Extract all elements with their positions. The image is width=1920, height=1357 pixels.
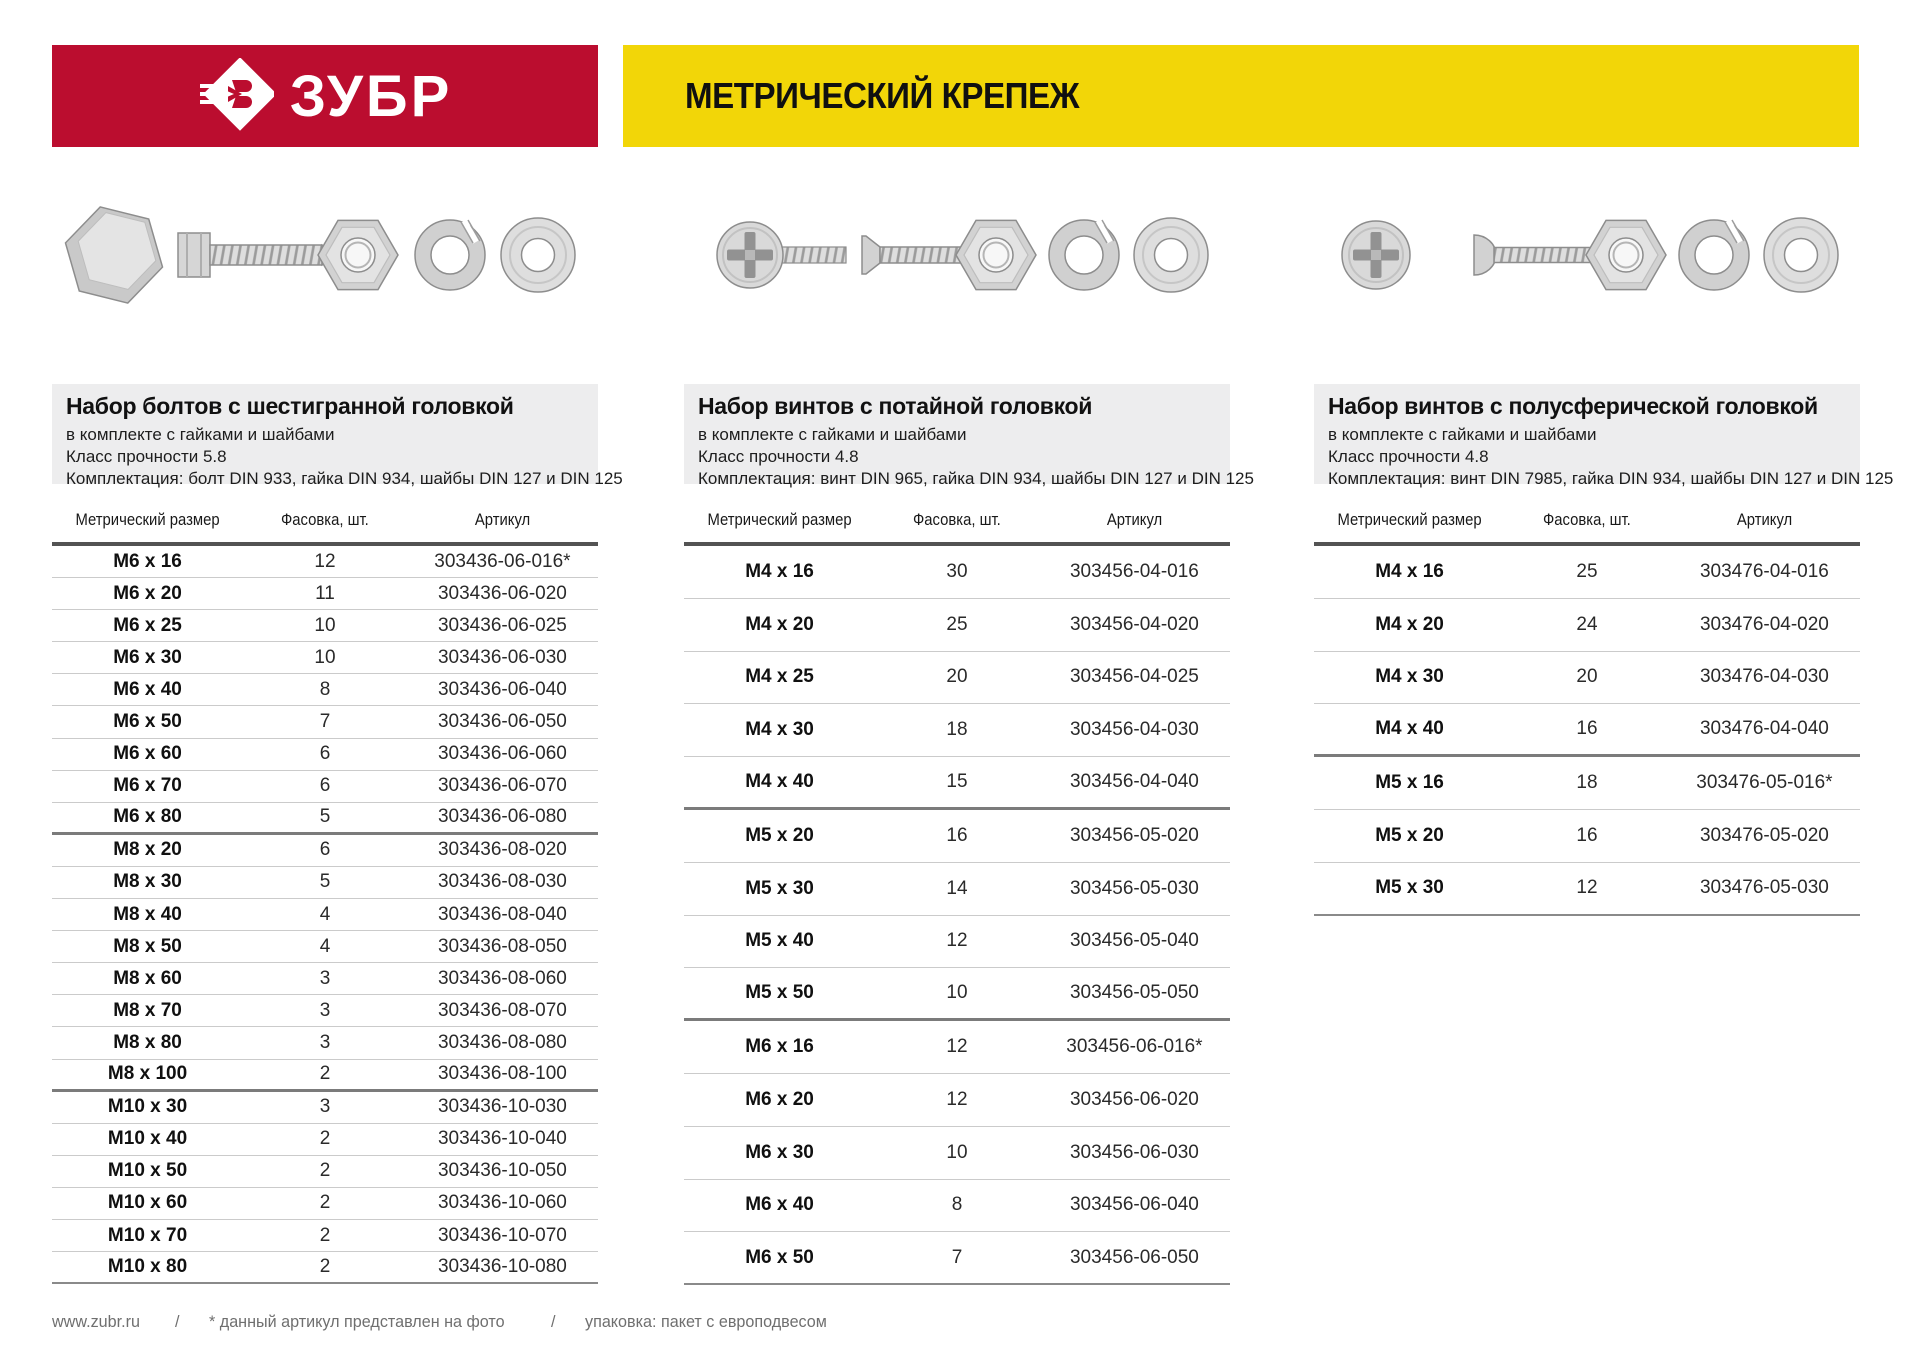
cell-qty: 3 [319, 1096, 331, 1118]
cell-size: М10 х 40 [107, 1128, 188, 1150]
cell-qty: 16 [946, 824, 968, 846]
cell-size: М6 х 40 [745, 1194, 814, 1216]
hex-head-photo [55, 201, 173, 309]
cell-qty: 25 [1576, 560, 1598, 582]
cell-size: М6 х 50 [113, 711, 182, 733]
cell-articul: 303476-05-020 [1699, 824, 1829, 846]
cell-articul: 303436-06-025 [437, 614, 567, 636]
product-subtitle: в комплекте с гайками и шайбами [1328, 425, 1597, 444]
cell-articul: 303456-04-040 [1069, 771, 1199, 793]
table-row [52, 674, 598, 706]
cell-articul: 303436-08-070 [437, 999, 567, 1021]
cell-articul: 303436-08-100 [437, 1063, 567, 1085]
flat-washer-photo [501, 218, 575, 292]
cell-qty: 12 [1576, 877, 1598, 899]
cell-size: М5 х 40 [745, 930, 814, 952]
nut-photo [1586, 220, 1666, 289]
cell-qty: 12 [314, 550, 336, 572]
hex-bolt-photo [178, 233, 330, 277]
table-row [52, 803, 598, 835]
cell-size: М4 х 16 [1375, 560, 1444, 582]
table-row [684, 652, 1230, 705]
cell-qty: 14 [946, 877, 968, 899]
cell-articul: 303436-10-070 [437, 1224, 567, 1246]
col-size: Метрический размер [707, 511, 852, 529]
cell-articul: 303436-06-040 [437, 678, 567, 700]
table-row [52, 546, 598, 578]
cell-articul: 303436-08-050 [437, 935, 567, 957]
cell-qty: 10 [946, 982, 968, 1004]
cell-articul: 303436-10-050 [437, 1160, 567, 1182]
strength-class: Класс прочности 4.8 [698, 447, 859, 467]
table-row [684, 810, 1230, 863]
product-subtitle: в комплекте с гайками и шайбами [698, 425, 967, 444]
table-body [1314, 546, 1860, 916]
pan-screw-front-photo [1342, 221, 1410, 289]
site-link[interactable]: www.zubr.ru [52, 1312, 140, 1331]
cell-articul: 303456-05-040 [1069, 930, 1199, 952]
spring-washer-photo [415, 220, 485, 290]
cell-articul: 303456-04-030 [1069, 719, 1199, 741]
strength-class: Класс прочности 5.8 [66, 447, 227, 467]
table-row [52, 899, 598, 931]
table-row [52, 1124, 598, 1156]
cell-articul: 303476-04-030 [1699, 666, 1829, 688]
cell-articul: 303456-04-016 [1069, 560, 1199, 582]
cell-size: М6 х 25 [113, 614, 182, 636]
col-qty: Фасовка, шт. [913, 511, 1001, 529]
cell-qty: 10 [946, 1141, 968, 1163]
product-subtitle: в комплекте с гайками и шайбами [66, 425, 335, 444]
cell-articul: 303436-06-016* [434, 550, 571, 572]
product-photo-pan-screw-set [1314, 182, 1860, 328]
cell-articul: 303436-10-040 [437, 1128, 567, 1150]
footer [52, 1312, 840, 1332]
cell-size: М10 х 70 [107, 1224, 188, 1246]
table-row [52, 867, 598, 899]
packaging-note: упаковка: пакет с европодвесом [585, 1312, 828, 1331]
cell-articul: 303436-08-060 [437, 967, 567, 989]
cell-articul: 303456-06-020 [1069, 1088, 1199, 1110]
cell-qty: 7 [319, 711, 331, 733]
cell-qty: 3 [319, 1031, 331, 1053]
table-row [52, 1156, 598, 1188]
cell-articul: 303436-10-060 [437, 1192, 567, 1214]
table-row [684, 1074, 1230, 1127]
table-row [52, 706, 598, 738]
cell-qty: 18 [1576, 772, 1598, 794]
product-photo-hex-bolt-set [52, 182, 598, 328]
product-description [52, 384, 623, 489]
cell-articul: 303436-06-060 [437, 743, 567, 765]
cell-size: М4 х 30 [1375, 666, 1444, 688]
cell-articul: 303436-06-080 [437, 806, 567, 828]
panel-countersunk-screws [684, 0, 1254, 1357]
cell-qty: 5 [319, 871, 331, 893]
table-header [1314, 505, 1860, 546]
brand-name: ЗУБР [289, 63, 453, 129]
table-row [1314, 810, 1860, 863]
cell-qty: 6 [319, 743, 331, 765]
cell-size: М4 х 16 [745, 560, 814, 582]
table-row [52, 578, 598, 610]
cell-size: М8 х 100 [107, 1063, 188, 1085]
cell-qty: 12 [946, 1088, 968, 1110]
table-row [52, 771, 598, 803]
product-description [684, 384, 1254, 489]
table-row [684, 1021, 1230, 1074]
cell-size: М10 х 80 [107, 1256, 188, 1278]
cell-size: М6 х 20 [113, 582, 182, 604]
cell-size: М6 х 30 [745, 1141, 814, 1163]
cell-articul: 303436-08-080 [437, 1031, 567, 1053]
cell-qty: 20 [946, 666, 968, 688]
col-size: Метрический размер [1337, 511, 1482, 529]
cell-qty: 12 [946, 1036, 968, 1058]
cell-size: М6 х 80 [113, 806, 182, 828]
col-size: Метрический размер [75, 511, 220, 529]
cell-qty: 24 [1576, 613, 1598, 635]
spring-washer-photo [1049, 220, 1119, 290]
cell-size: М6 х 40 [113, 678, 182, 700]
cell-size: М8 х 60 [113, 967, 182, 989]
cell-qty: 8 [319, 678, 331, 700]
cell-articul: 303456-06-050 [1069, 1246, 1199, 1268]
cell-articul: 303436-08-040 [437, 903, 567, 925]
table-row [52, 1188, 598, 1220]
table-body [52, 546, 598, 1284]
table-row [684, 863, 1230, 916]
product-title: Набор винтов с полусферической головкой [1328, 393, 1818, 419]
cell-size: М8 х 40 [113, 903, 182, 925]
cell-qty: 18 [946, 719, 968, 741]
cell-articul: 303436-06-020 [437, 582, 567, 604]
table-row [1314, 704, 1860, 757]
cell-size: М4 х 20 [745, 613, 814, 635]
col-articul: Артикул [1106, 511, 1163, 529]
cell-qty: 8 [951, 1194, 963, 1216]
table-row [1314, 652, 1860, 705]
cell-size: М6 х 50 [745, 1246, 814, 1268]
cell-qty: 10 [314, 614, 336, 636]
cell-size: М6 х 60 [113, 743, 182, 765]
cell-articul: 303456-06-016* [1066, 1036, 1203, 1058]
cell-size: М5 х 20 [745, 824, 814, 846]
table-row [52, 1252, 598, 1284]
cell-qty: 7 [951, 1246, 963, 1268]
table-row [52, 995, 598, 1027]
table-body [684, 546, 1230, 1285]
cell-size: М8 х 20 [113, 839, 182, 861]
cell-size: М6 х 16 [745, 1036, 814, 1058]
cell-articul: 303436-08-030 [437, 871, 567, 893]
cell-size: М10 х 30 [107, 1096, 188, 1118]
cell-articul: 303456-04-020 [1069, 613, 1199, 635]
table-row [52, 1060, 598, 1092]
kit-contents: Комплектация: винт DIN 965, гайка DIN 934, шайбы DIN 127 и DIN 125 [698, 469, 1254, 489]
product-photo-flat-screw-set [684, 182, 1230, 328]
cell-articul: 303436-06-070 [437, 775, 567, 797]
cell-qty: 5 [319, 806, 331, 828]
cell-articul: 303476-05-030 [1699, 877, 1829, 899]
cell-qty: 4 [319, 935, 331, 957]
cell-size: М4 х 30 [745, 719, 814, 741]
spring-washer-photo [1679, 220, 1749, 290]
table-row [1314, 863, 1860, 916]
nut-photo [956, 220, 1036, 289]
cell-size: М5 х 30 [1375, 877, 1444, 899]
table-row [684, 757, 1230, 810]
table-row [684, 1180, 1230, 1233]
cell-size: М4 х 40 [745, 771, 814, 793]
cell-qty: 2 [319, 1224, 331, 1246]
table-row [684, 968, 1230, 1021]
cell-size: М10 х 50 [107, 1160, 188, 1182]
cell-qty: 16 [1576, 718, 1598, 740]
cell-size: М4 х 25 [745, 666, 814, 688]
flat-washer-photo [1134, 218, 1208, 292]
cell-size: М5 х 16 [1375, 772, 1444, 794]
cell-articul: 303456-05-050 [1069, 982, 1199, 1004]
table-row [52, 610, 598, 642]
cell-articul: 303456-04-025 [1069, 666, 1199, 688]
table-row [52, 1092, 598, 1124]
cell-articul: 303456-05-030 [1069, 877, 1199, 899]
table-row [52, 1220, 598, 1252]
cell-qty: 3 [319, 967, 331, 989]
kit-contents: Комплектация: болт DIN 933, гайка DIN 934, шайбы DIN 127 и DIN 125 [66, 469, 623, 489]
cell-size: М4 х 20 [1375, 613, 1444, 635]
col-qty: Фасовка, шт. [1543, 511, 1631, 529]
cell-qty: 2 [319, 1256, 331, 1278]
strength-class: Класс прочности 4.8 [1328, 447, 1489, 467]
cell-size: М6 х 20 [745, 1088, 814, 1110]
cell-qty: 30 [946, 560, 968, 582]
table-row [1314, 757, 1860, 810]
cell-qty: 10 [314, 646, 336, 668]
cell-size: М6 х 70 [113, 775, 182, 797]
photo-articul-note: * данный артикул представлен на фото [209, 1312, 505, 1331]
cell-qty: 2 [319, 1192, 331, 1214]
cell-size: М5 х 50 [745, 982, 814, 1004]
cell-qty: 6 [319, 839, 331, 861]
cell-size: М8 х 50 [113, 935, 182, 957]
cell-articul: 303476-05-016* [1696, 772, 1833, 794]
table-row [52, 835, 598, 867]
cell-articul: 303436-10-030 [437, 1096, 567, 1118]
cell-articul: 303436-08-020 [437, 839, 567, 861]
cell-size: М10 х 60 [107, 1192, 188, 1214]
cell-size: М4 х 40 [1375, 718, 1444, 740]
cell-size: М8 х 70 [113, 999, 182, 1021]
cell-qty: 20 [1576, 666, 1598, 688]
cell-articul: 303456-06-040 [1069, 1194, 1199, 1216]
cell-qty: 11 [315, 582, 335, 604]
kit-contents: Комплектация: винт DIN 7985, гайка DIN 934, шайбы DIN 127 и DIN 125 [1328, 469, 1894, 489]
table-row [684, 704, 1230, 757]
flat-screw-front-photo [717, 222, 846, 288]
product-description [1314, 384, 1894, 489]
table-header [684, 505, 1230, 546]
table-row [52, 963, 598, 995]
table-row [684, 1232, 1230, 1285]
cell-qty: 3 [319, 999, 331, 1021]
cell-qty: 2 [319, 1128, 331, 1150]
table-row [684, 599, 1230, 652]
cell-size: М8 х 30 [113, 871, 182, 893]
panel-hex-bolts [52, 0, 623, 1357]
cell-articul: 303436-06-050 [437, 711, 567, 733]
cell-articul: 303436-06-030 [437, 646, 567, 668]
flat-washer-photo [1764, 218, 1838, 292]
cell-size: М5 х 20 [1375, 824, 1444, 846]
table-row [52, 739, 598, 771]
table-row [52, 931, 598, 963]
table-row [684, 916, 1230, 969]
cell-size: М6 х 30 [113, 646, 182, 668]
cell-articul: 303476-04-040 [1699, 718, 1829, 740]
cell-qty: 4 [319, 903, 331, 925]
table-row [52, 1027, 598, 1059]
cell-articul: 303456-06-030 [1069, 1141, 1199, 1163]
table-row [684, 1127, 1230, 1180]
cell-size: М8 х 80 [113, 1031, 182, 1053]
panel-panhead-screws [1314, 0, 1894, 1357]
table-row [684, 546, 1230, 599]
cell-articul: 303476-04-016 [1699, 560, 1829, 582]
nut-photo [318, 220, 398, 289]
table-row [1314, 599, 1860, 652]
footer-separator: / [174, 1312, 180, 1331]
cell-qty: 12 [946, 930, 968, 952]
table-row [52, 642, 598, 674]
cell-qty: 2 [319, 1063, 331, 1085]
cell-qty: 16 [1576, 824, 1598, 846]
sheet-title: МЕТРИЧЕСКИЙ КРЕПЕЖ [685, 75, 1080, 116]
cell-qty: 15 [946, 771, 968, 793]
cell-articul: 303456-05-020 [1069, 824, 1199, 846]
cell-qty: 6 [319, 775, 331, 797]
col-articul: Артикул [474, 511, 531, 529]
table-row [1314, 546, 1860, 599]
cell-qty: 25 [946, 613, 968, 635]
footer-separator: / [550, 1312, 555, 1331]
cell-articul: 303436-10-080 [437, 1256, 567, 1278]
cell-qty: 2 [319, 1160, 331, 1182]
col-articul: Артикул [1736, 511, 1793, 529]
cell-articul: 303476-04-020 [1699, 613, 1829, 635]
cell-size: М5 х 30 [745, 877, 814, 899]
product-title: Набор винтов с потайной головкой [698, 393, 1093, 419]
table-header [52, 505, 598, 546]
product-title: Набор болтов с шестигранной головкой [66, 393, 514, 419]
cell-size: М6 х 16 [113, 550, 182, 572]
col-qty: Фасовка, шт. [281, 511, 369, 529]
